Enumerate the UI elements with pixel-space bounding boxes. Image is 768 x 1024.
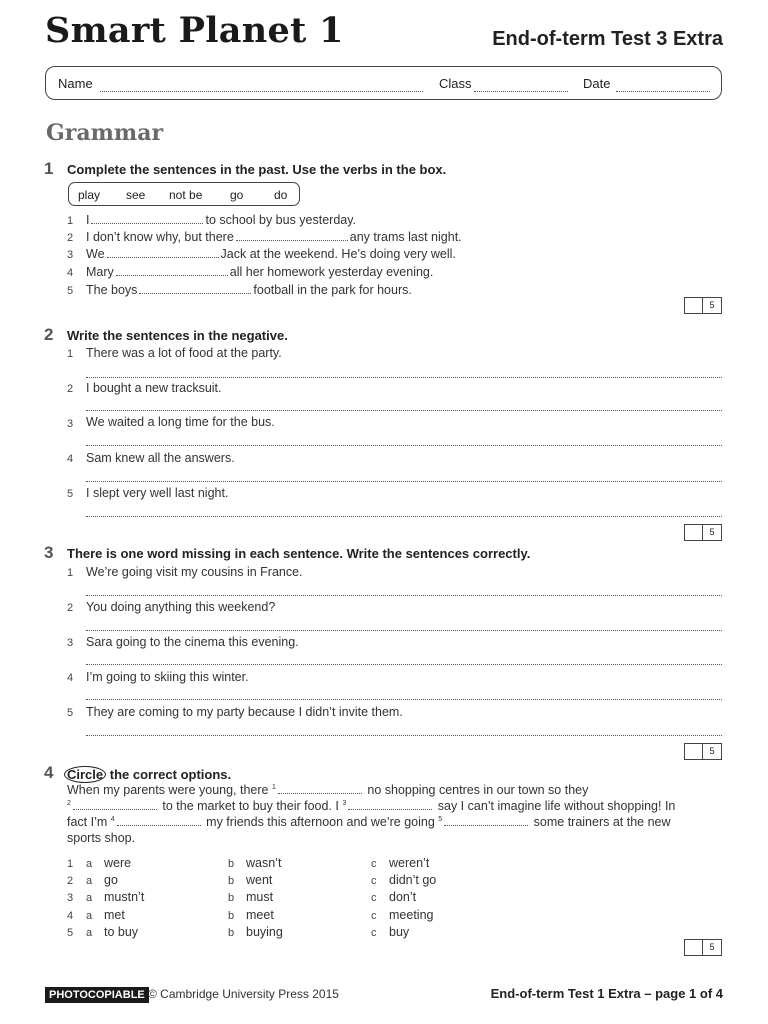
passage-line: When my parents were young, there $^1$ no shopping centres in our town so they	[67, 783, 589, 797]
copyright: © Cambridge University Press 2015	[148, 987, 339, 1001]
answer-blank[interactable]	[139, 293, 251, 294]
option-a[interactable]: mustn’t	[104, 890, 145, 904]
name-field[interactable]	[100, 91, 423, 92]
answer-line[interactable]	[86, 664, 722, 665]
answer-blank[interactable]	[348, 809, 432, 810]
page-footer: End-of-term Test 1 Extra – page 1 of 4	[490, 986, 723, 1001]
option-b[interactable]: went	[246, 873, 273, 887]
item-number: 1	[67, 567, 74, 579]
item-number: 4	[67, 267, 74, 279]
passage-line: $^2$ to the market to buy their food. I $^3$ say I can’t imagine life without shopping! In	[67, 799, 676, 813]
item-number: 1	[67, 348, 74, 360]
answer-blank[interactable]	[236, 240, 348, 241]
item-number: 4	[67, 453, 74, 465]
answer-blank[interactable]	[107, 257, 219, 258]
date-field[interactable]	[616, 91, 710, 92]
question-number: 2	[44, 325, 54, 344]
question-number: 1	[44, 159, 54, 178]
circle-word: Circle	[64, 766, 106, 783]
answer-line[interactable]	[86, 516, 722, 517]
item-number: 4	[67, 672, 74, 684]
item-number: 1	[67, 215, 74, 227]
score-max: 5	[702, 298, 721, 313]
option-letter: a	[86, 892, 93, 904]
word-item: play	[78, 188, 101, 202]
option-number: 4	[67, 910, 74, 922]
answer-line[interactable]	[86, 410, 722, 411]
answer-blank[interactable]	[117, 825, 201, 826]
option-b[interactable]: buying	[246, 925, 283, 939]
item-number: 5	[67, 285, 74, 297]
class-label: Class	[439, 76, 472, 91]
option-b[interactable]: wasn’t	[246, 856, 282, 870]
score-box[interactable]	[684, 297, 722, 314]
option-c[interactable]: meeting	[389, 908, 434, 922]
sentence: I don’t know why, but there any trams last night.	[86, 230, 462, 244]
sentence: There was a lot of food at the party.	[86, 346, 282, 360]
option-letter: b	[228, 892, 235, 904]
word-item: do	[274, 188, 288, 202]
photocopiable-badge: PHOTOCOPIABLE	[45, 987, 149, 1003]
answer-blank[interactable]	[278, 793, 362, 794]
passage-line: sports shop.	[67, 831, 136, 845]
word-item: not be	[169, 188, 203, 202]
option-c[interactable]: don’t	[389, 890, 417, 904]
option-letter: b	[228, 858, 235, 870]
item-number: 5	[67, 488, 74, 500]
answer-blank[interactable]	[444, 825, 528, 826]
option-letter: a	[86, 858, 93, 870]
answer-line[interactable]	[86, 481, 722, 482]
answer-line[interactable]	[86, 377, 722, 378]
option-number: 1	[67, 858, 74, 870]
name-label: Name	[58, 76, 93, 91]
option-letter: c	[371, 875, 377, 887]
option-letter: c	[371, 892, 377, 904]
answer-line[interactable]	[86, 630, 722, 631]
option-letter: b	[228, 875, 235, 887]
item-number: 3	[67, 249, 74, 261]
answer-blank[interactable]	[116, 275, 228, 276]
sentence: Sam knew all the answers.	[86, 451, 235, 465]
sentence: The boys football in the park for hours.	[86, 283, 412, 297]
sentence: I to school by bus yesterday.	[86, 213, 357, 227]
item-number: 2	[67, 383, 74, 395]
option-letter: a	[86, 875, 93, 887]
sentence: We waited a long time for the bus.	[86, 415, 275, 429]
option-c[interactable]: weren’t	[389, 856, 430, 870]
date-label: Date	[583, 76, 611, 91]
page-title: Smart Planet 1	[45, 10, 344, 51]
item-number: 2	[67, 602, 74, 614]
option-letter: b	[228, 927, 235, 939]
sentence: Mary all her homework yesterday evening.	[86, 265, 434, 279]
question-instruction: Circle the correct options.	[67, 766, 231, 783]
option-letter: a	[86, 927, 93, 939]
answer-line[interactable]	[86, 735, 722, 736]
answer-blank[interactable]	[91, 223, 203, 224]
section-title: Grammar	[46, 120, 164, 146]
sentence: I slept very well last night.	[86, 486, 229, 500]
sentence: You doing anything this weekend?	[86, 600, 276, 614]
answer-line[interactable]	[86, 595, 722, 596]
answer-blank[interactable]	[73, 809, 157, 810]
option-number: 5	[67, 927, 74, 939]
option-c[interactable]: buy	[389, 925, 410, 939]
option-letter: c	[371, 858, 377, 870]
option-a[interactable]: met	[104, 908, 125, 922]
test-subtitle: End-of-term Test 3 Extra	[492, 28, 723, 50]
answer-line[interactable]	[86, 699, 722, 700]
question-instruction: Write the sentences in the negative.	[67, 328, 288, 343]
sentence: I bought a new tracksuit.	[86, 381, 222, 395]
class-field[interactable]	[474, 91, 568, 92]
option-letter: b	[228, 910, 235, 922]
option-a[interactable]: were	[104, 856, 132, 870]
option-letter: c	[371, 927, 377, 939]
word-item: go	[230, 188, 244, 202]
option-a[interactable]: to buy	[104, 925, 139, 939]
answer-line[interactable]	[86, 445, 722, 446]
sentence: We Jack at the weekend. He’s doing very well.	[86, 247, 456, 261]
option-b[interactable]: meet	[246, 908, 274, 922]
student-info-box	[45, 66, 722, 100]
score-max: 5	[702, 525, 721, 540]
score-box[interactable]	[684, 743, 722, 760]
score-box[interactable]	[684, 939, 722, 956]
question-instruction: There is one word missing in each sentence. Write the sentences correctly.	[67, 546, 531, 561]
score-box[interactable]	[684, 524, 722, 541]
sentence: Sara going to the cinema this evening.	[86, 635, 299, 649]
sentence: They are coming to my party because I didn’t invite them.	[86, 705, 403, 719]
option-letter: c	[371, 910, 377, 922]
question-instruction: Complete the sentences in the past. Use the verbs in the box.	[67, 162, 447, 177]
sentence: I’m going to skiing this winter.	[86, 670, 249, 684]
passage-line: fact I’m $^4$ my friends this afternoon and we’re going $^5$ some trainers at the new	[67, 815, 671, 829]
option-c[interactable]: didn’t go	[389, 873, 437, 887]
sentence: We’re going visit my cousins in France.	[86, 565, 303, 579]
question-number: 4	[44, 763, 54, 782]
option-letter: a	[86, 910, 93, 922]
option-number: 2	[67, 875, 74, 887]
question-number: 3	[44, 543, 54, 562]
word-item: see	[126, 188, 146, 202]
item-number: 3	[67, 418, 74, 430]
option-a[interactable]: go	[104, 873, 118, 887]
score-max: 5	[702, 744, 721, 759]
item-number: 5	[67, 707, 74, 719]
item-number: 2	[67, 232, 74, 244]
score-max: 5	[702, 940, 721, 955]
option-number: 3	[67, 892, 74, 904]
option-b[interactable]: must	[246, 890, 274, 904]
item-number: 3	[67, 637, 74, 649]
